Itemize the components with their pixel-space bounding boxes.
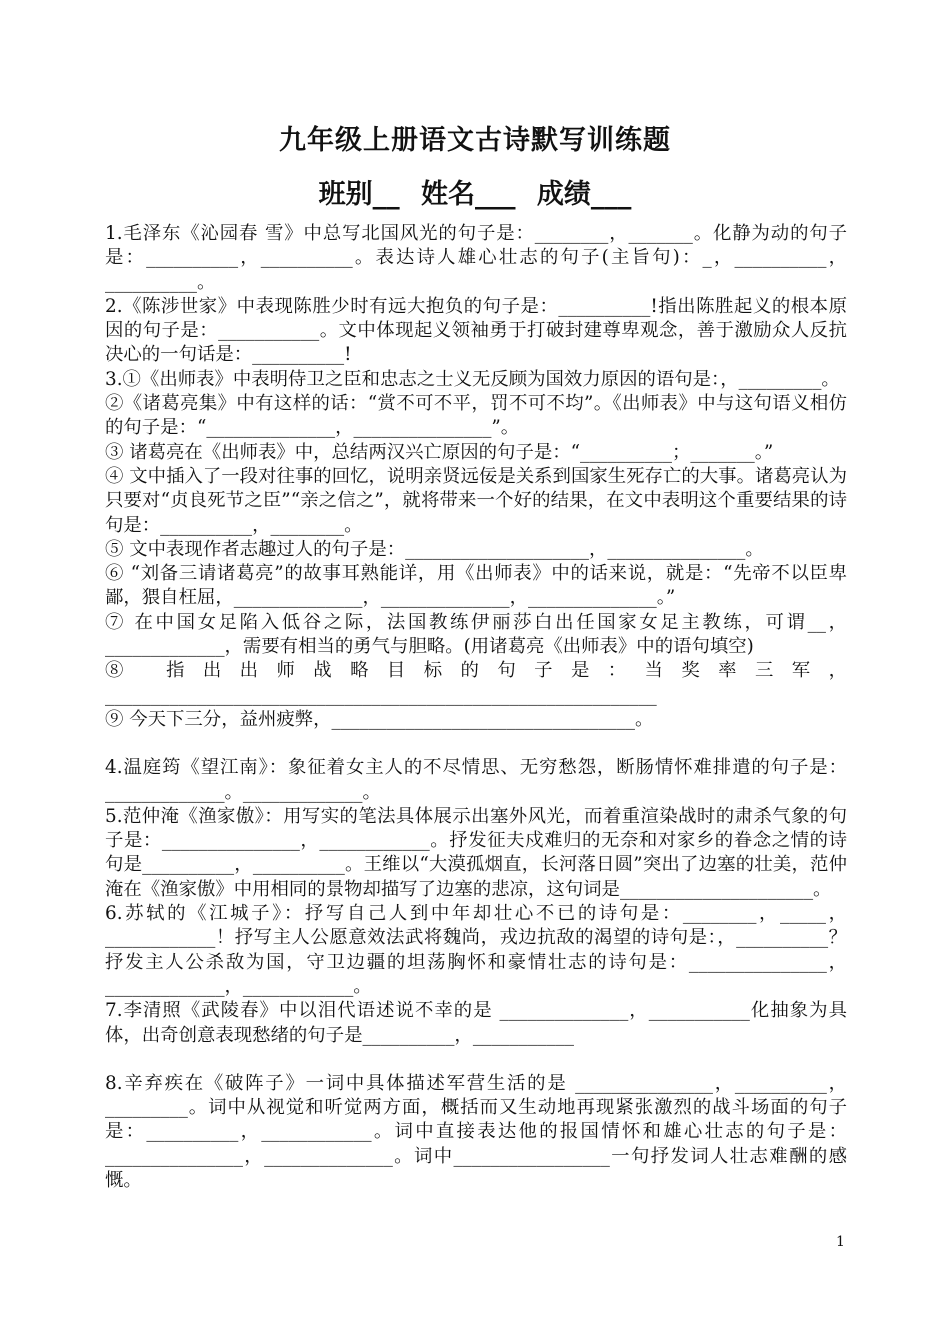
question-3-8: ⑧ 指出出师战略目标的句子是：当奖率三军，____________________________________________________________ [105,660,847,706]
section-gap [105,732,847,756]
question-3-9: ⑨ 今天下三分，益州疲弊，_________________________________。 [105,708,654,730]
question-5: 5.范仲淹《渔家傲》：用写实的笔法具体展示出塞外风光，而着重渲染战时的肃杀气象的句子是：_______________，____________。抒发征夫戍难归的无奈和对家乡的眷念之情的诗句是__________，__________。王维以“大漠孤烟直，长河落日圆”突出了边塞的壮美，范仲淹在《渔家傲》中用相同的景物却描写了边塞的悲凉，这句词是_____________________。 [105,805,847,900]
question-3-6: ⑥ “刘备三请诸葛亮”的故事耳熟能详，用《出师表》中的话来说，就是：“先帝不以臣卑鄙，猥自枉屈，______________，______________，______________。” [105,563,847,609]
name-field-label: 姓名___ [421,179,516,210]
student-info-line [0,172,950,211]
page-number: 1 [836,1234,845,1250]
page-title: 九年级上册语文古诗默写训练题 [279,125,671,156]
score-field-label: 成绩___ [536,179,632,210]
question-3-3: ③ 诸葛亮在《出师表》中，总结两汉兴亡原因的句子是：“__________；_______。” [105,441,774,463]
section-gap [105,1048,847,1072]
question-3-5: ⑤ 文中表现作者志趣过人的句子是：____________________，_______________。 [105,538,764,560]
question-7: 7.李清照《武陵春》中以泪代语述说不幸的是 ______________，___________化抽象为具体，出奇创意表现愁绪的句子是__________，___________ [105,1000,847,1046]
question-list [105,222,847,1193]
question-3-2: ②《诸葛亮集》中有这样的话：“赏不可不平，罚不可不均”。《出师表》中与这句语义相仿的句子是：“______________，_______________”。 [105,393,847,439]
question-3-4: ④ 文中插入了一段对往事的回忆，说明亲贤远佞是关系到国家生死存亡的大事。诸葛亮认为只要对“贞良死节之臣”“亲之信之”，就将带来一个好的结果，在文中表明这个重要结果的诗句是：__________，________。 [105,465,847,536]
question-6: 6.苏轼的《江城子》：抒写自己人到中年却壮心不已的诗句是：________，_____，____________！抒写主人公愿意效法武将魏尚，戎边抗敌的渴望的诗句是：，__________？抒发主人公杀敌为国，守卫边疆的坦荡胸怀和豪情壮志的诗句是：_______________，_____________，____________。 [105,903,847,997]
question-8: 8.辛弃疾在《破阵子》一词中具体描述军营生活的是 _______________，__________，_________。词中从视觉和听觉两方面，概括而又生动地再现紧张激烈的战斗场面的句子是：__________，____________。词中直接表达他的报国情怀和雄心壮志的句子是：_______________，______________。词中_________________一句抒发词人壮志难酬的感慨。 [105,1072,847,1191]
question-2: 2.《陈涉世家》中表现陈胜少时有远大抱负的句子是：__________!指出陈胜起义的根本原因的句子是：___________。文中体现起义领袖勇于打破封建尊卑观念，善于激励众人反抗决心的一句话是：__________! [105,295,847,366]
question-4: 4.温庭筠《望江南》：象征着女主人的不尽情思、无穷愁怨，断肠情怀难排遣的句子是：_____________。_____________。 [105,757,847,803]
question-3-7: ⑦ 在中国女足陷入低谷之际，法国教练伊丽莎白出任国家女足主教练，可谓__，_____________，需要有相当的勇气与胆略。(用诸葛亮《出师表》中的语句填空) [105,611,847,658]
question-1: 1.毛泽东《沁园春 雪》中总写北国风光的句子是：________，_______。化静为动的句子是：__________，__________。表达诗人雄心壮志的句子(主旨句)：_，__________，__________。 [105,223,847,293]
class-field-label: 班别__ [318,179,400,210]
question-3-1: 3.①《出师表》中表明侍卫之臣和忠志之士义无反顾为国效力原因的语句是：，_________。 [105,368,840,390]
